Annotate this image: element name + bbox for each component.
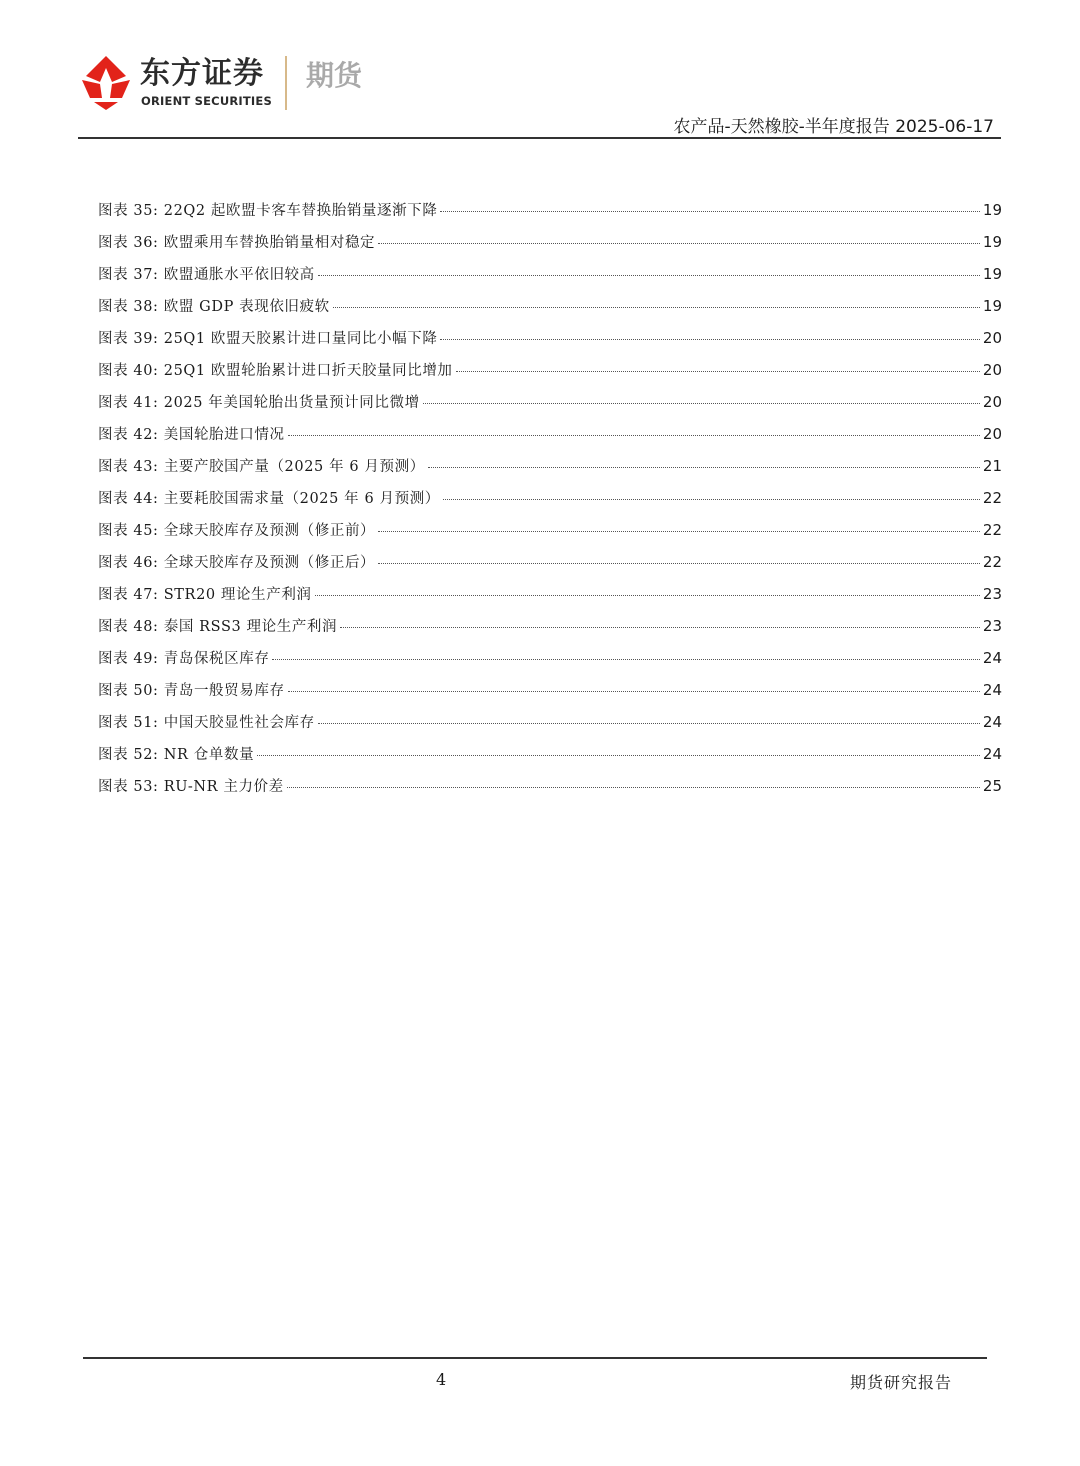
toc-entry-page[interactable]: 24 <box>982 745 1002 763</box>
toc-dot-leader <box>428 466 980 468</box>
toc-entry-label[interactable]: 图表 49: 青岛保税区库存 <box>98 651 270 667</box>
toc-entry-page[interactable]: 23 <box>982 585 1002 603</box>
toc-dot-leader <box>378 242 980 244</box>
toc-entry-page[interactable]: 25 <box>982 777 1002 795</box>
toc-dot-leader <box>340 626 980 628</box>
toc-entry-page[interactable]: 22 <box>982 489 1002 507</box>
toc-entry[interactable] <box>98 359 1002 391</box>
toc-dot-leader <box>440 210 979 212</box>
toc-entry-page[interactable]: 21 <box>982 457 1002 475</box>
toc-entry[interactable] <box>98 455 1002 487</box>
toc-entry-page[interactable]: 19 <box>982 297 1002 315</box>
toc-entry-label[interactable]: 图表 51: 中国天胶显性社会库存 <box>98 715 315 731</box>
toc-entry[interactable] <box>98 711 1002 743</box>
toc-entry[interactable] <box>98 775 1002 807</box>
toc-entry-label[interactable]: 图表 35: 22Q2 起欧盟卡客车替换胎销量逐渐下降 <box>98 203 438 219</box>
toc-entry-page[interactable]: 19 <box>982 201 1002 219</box>
toc-entry[interactable] <box>98 487 1002 519</box>
brand-divider <box>285 56 287 110</box>
toc-dot-leader <box>456 370 980 372</box>
toc-entry[interactable] <box>98 199 1002 231</box>
toc-entry-label[interactable]: 图表 45: 全球天胶库存及预测（修正前） <box>98 523 376 539</box>
toc-entry-page[interactable]: 24 <box>982 681 1002 699</box>
toc-entry-label[interactable]: 图表 37: 欧盟通胀水平依旧较高 <box>98 267 315 283</box>
toc-entry-page[interactable]: 19 <box>982 233 1002 251</box>
toc-entry-page[interactable]: 22 <box>982 553 1002 571</box>
toc-dot-leader <box>443 498 980 500</box>
toc-entry-label[interactable]: 图表 41: 2025 年美国轮胎出货量预计同比微增 <box>98 395 420 411</box>
toc-dot-leader <box>315 594 980 596</box>
toc-entry-page[interactable]: 20 <box>982 329 1002 347</box>
toc-dot-leader <box>287 786 980 788</box>
toc-entry-label[interactable]: 图表 52: NR 仓单数量 <box>98 747 255 763</box>
toc-entry[interactable] <box>98 295 1002 327</box>
toc-entry[interactable] <box>98 519 1002 551</box>
toc-entry-label[interactable]: 图表 38: 欧盟 GDP 表现依旧疲软 <box>98 299 330 315</box>
toc-entry-label[interactable]: 图表 44: 主要耗胶国需求量（2025 年 6 月预测） <box>98 491 440 507</box>
toc-entry-page[interactable]: 24 <box>982 649 1002 667</box>
toc-entry-page[interactable]: 20 <box>982 425 1002 443</box>
toc-entry[interactable] <box>98 327 1002 359</box>
toc-dot-leader <box>288 434 980 436</box>
toc-entry[interactable] <box>98 551 1002 583</box>
orient-securities-logo-icon <box>80 54 132 110</box>
toc-entry[interactable] <box>98 679 1002 711</box>
toc-dot-leader <box>333 306 980 308</box>
toc-dot-leader <box>423 402 980 404</box>
toc-entry[interactable] <box>98 583 1002 615</box>
report-title: 农产品-天然橡胶-半年度报告 2025-06-17 <box>673 117 994 137</box>
header-divider <box>78 137 1001 139</box>
toc-entry-label[interactable]: 图表 46: 全球天胶库存及预测（修正后） <box>98 555 376 571</box>
toc-entry[interactable] <box>98 743 1002 775</box>
toc-dot-leader <box>378 530 980 532</box>
toc-entry-page[interactable]: 19 <box>982 265 1002 283</box>
toc-dot-leader <box>288 690 980 692</box>
toc-entry-label[interactable]: 图表 40: 25Q1 欧盟轮胎累计进口折天胶量同比增加 <box>98 363 453 379</box>
toc-dot-leader <box>318 274 980 276</box>
toc-entry-label[interactable]: 图表 36: 欧盟乘用车替换胎销量相对稳定 <box>98 235 376 251</box>
toc-entry[interactable] <box>98 647 1002 679</box>
toc-entry-page[interactable]: 20 <box>982 361 1002 379</box>
toc-entry[interactable] <box>98 423 1002 455</box>
brand-subtitle: 期货 <box>306 59 363 92</box>
toc-entry[interactable] <box>98 615 1002 647</box>
table-of-figures <box>98 199 1002 807</box>
toc-entry-page[interactable]: 20 <box>982 393 1002 411</box>
toc-entry-label[interactable]: 图表 43: 主要产胶国产量（2025 年 6 月预测） <box>98 459 425 475</box>
toc-dot-leader <box>440 338 979 340</box>
toc-entry-label[interactable]: 图表 48: 泰国 RSS3 理论生产利润 <box>98 619 338 635</box>
toc-dot-leader <box>378 562 980 564</box>
brand-name-en: ORIENT SECURITIES <box>141 94 272 108</box>
toc-dot-leader <box>272 658 979 660</box>
toc-entry-label[interactable]: 图表 53: RU-NR 主力价差 <box>98 779 284 795</box>
brand-name-cn: 东方证券 <box>140 56 264 91</box>
toc-entry-page[interactable]: 22 <box>982 521 1002 539</box>
toc-entry-label[interactable]: 图表 39: 25Q1 欧盟天胶累计进口量同比小幅下降 <box>98 331 438 347</box>
toc-entry-label[interactable]: 图表 42: 美国轮胎进口情况 <box>98 427 285 443</box>
toc-entry-label[interactable]: 图表 47: STR20 理论生产利润 <box>98 587 312 603</box>
toc-entry[interactable] <box>98 263 1002 295</box>
footer-label: 期货研究报告 <box>849 1373 952 1392</box>
footer-divider <box>83 1357 987 1359</box>
page-number: 4 <box>436 1370 447 1389</box>
toc-entry-page[interactable]: 23 <box>982 617 1002 635</box>
company-logo <box>80 54 380 114</box>
toc-dot-leader <box>318 722 980 724</box>
toc-entry-page[interactable]: 24 <box>982 713 1002 731</box>
toc-entry-label[interactable]: 图表 50: 青岛一般贸易库存 <box>98 683 285 699</box>
toc-entry[interactable] <box>98 391 1002 423</box>
toc-dot-leader <box>257 754 980 756</box>
toc-entry[interactable] <box>98 231 1002 263</box>
